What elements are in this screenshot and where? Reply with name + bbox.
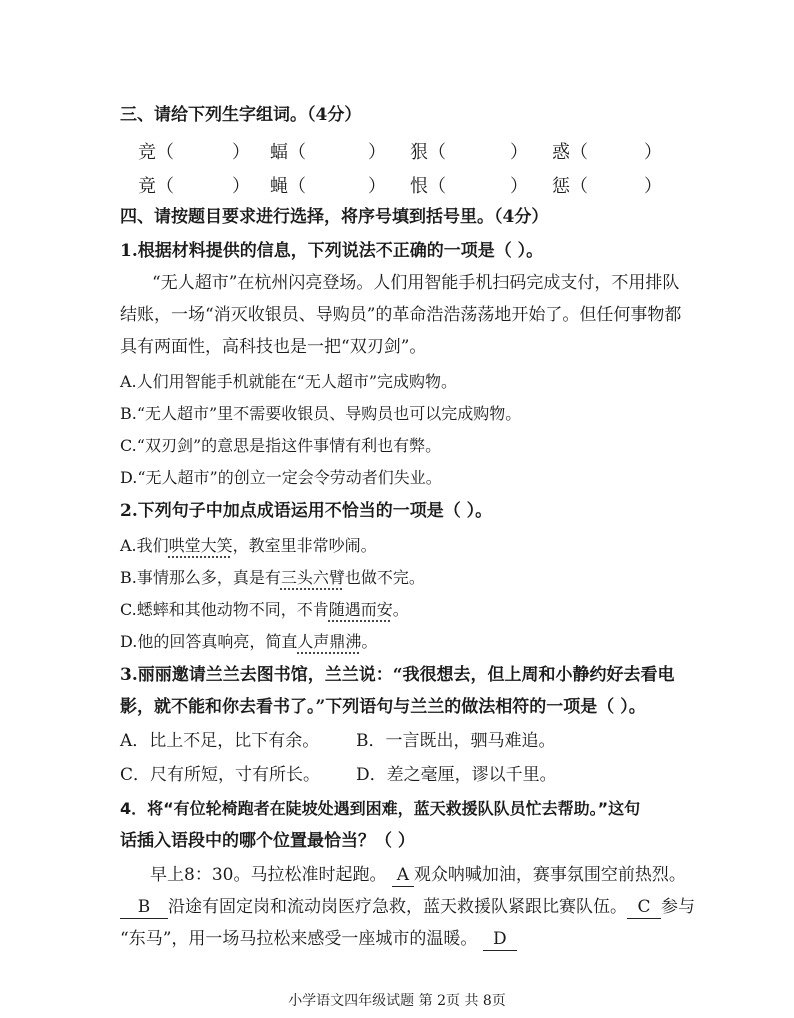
q4-stem-line-1: 4．将“有位轮椅跑者在陡坡处遇到困难，蓝天救援队队员忙去帮助。”这句: [120, 799, 641, 818]
section3-title: 三、请给下列生字组词。（4分）: [120, 105, 362, 125]
word-4-close: ）: [644, 142, 662, 163]
q4-p1a: 早上8：30。马拉松准时起跑。: [150, 865, 387, 885]
q3-stem-line-1: 3.丽丽邀请兰兰去图书馆，兰兰说：“我很想去，但上周和小静约好去看电: [120, 665, 675, 685]
q2-a-post: ，教室里非常吵闹。: [232, 536, 377, 555]
word-1-open: 竞（: [138, 142, 174, 163]
q2-option-b: [120, 567, 425, 589]
q2-b-idiom: 三头六臂: [280, 568, 345, 587]
q2-option-d: [120, 631, 377, 653]
q4-mark-a: A: [392, 864, 414, 887]
q2-c-idiom: 随遇而安: [328, 600, 393, 619]
q4-mark-c: C: [627, 896, 661, 919]
q2-stem: 2.下列句子中加点成语运用不恰当的一项是（ ）。: [120, 501, 493, 521]
word-7-open: 恨（: [410, 176, 446, 197]
word-5-close: ）: [232, 176, 250, 197]
word-8-close: ）: [644, 176, 662, 197]
q2-c-post: 。: [392, 600, 409, 619]
q4-paragraph-line-2: [120, 896, 695, 919]
q2-d-post: 。: [361, 632, 378, 651]
q1-passage-line-3: 具有两面性，高科技也是一把“双刃剑”。: [120, 337, 427, 357]
q1-stem: 1.根据材料提供的信息，下列说法不正确的一项是（ ）。: [120, 241, 544, 261]
word-8-open: 惩（: [552, 176, 588, 197]
q3-stem-line-2: 影，就不能和你去看书了。”下列语句与兰兰的做法相符的一项是（ ）。: [120, 697, 646, 717]
q3-option-d: D．差之毫厘，谬以千里。: [356, 765, 557, 785]
section4-title: 四、请按题目要求进行选择，将序号填到括号里。（4分）: [120, 207, 549, 227]
q2-b-pre: B.事情那么多，真是有: [120, 568, 281, 587]
q1-passage-line-1: “无人超市”在杭州闪亮登场。人们用智能手机扫码完成支付，不用排队: [152, 273, 680, 293]
q4-p2a: 沿途有固定岗和流动岗医疗急救，蓝天救援队紧跟比赛队伍。: [168, 897, 627, 917]
word-6-open: 蝇（: [270, 176, 306, 197]
q3-option-a: A．比上不足，比下有余。: [120, 731, 320, 751]
q1-option-d: D.“无人超市”的创立一定会令劳动者们失业。: [120, 468, 442, 487]
q2-c-pre: C.蟋蟀和其他动物不同，不肯: [120, 600, 329, 619]
q3-option-c: C．尺有所短，寸有所长。: [120, 765, 321, 785]
q2-option-a: [120, 535, 377, 557]
q1-option-b: B.“无人超市”里不需要收银员、导购员也可以完成购物。: [120, 404, 522, 423]
word-7-close: ）: [510, 176, 528, 197]
word-3-close: ）: [510, 142, 528, 163]
q4-mark-d: D: [483, 928, 517, 951]
word-2-open: 蝠（: [270, 142, 306, 163]
q1-option-a: A.人们用智能手机就能在“无人超市”完成购物。: [120, 372, 458, 391]
q4-mark-b: B: [120, 896, 168, 919]
page-footer: 小学语文四年级试题 第 2页 共 8页: [288, 993, 506, 1009]
q4-stem-line-2: 话插入语段中的哪个位置最恰当？（ ）: [120, 831, 415, 851]
q2-d-pre: D.他的回答真响亮，简直: [120, 632, 298, 651]
q2-a-idiom: 哄堂大笑: [168, 536, 233, 555]
word-3-open: 狠（: [410, 142, 446, 163]
q2-option-c: [120, 599, 409, 621]
q4-p2b: 参与: [661, 897, 695, 917]
word-4-open: 惑（: [552, 142, 588, 163]
q1-passage-line-2: 结账，一场“消灭收银员、导购员”的革命浩浩荡荡地开始了。但任何事物都: [120, 305, 682, 325]
q2-b-post: 也做不完。: [344, 568, 425, 587]
q4-p3a: “东马”，用一场马拉松来感受一座城市的温暖。: [120, 929, 478, 949]
q4-paragraph-line-1: [150, 864, 686, 887]
word-1-close: ）: [232, 142, 250, 163]
word-6-close: ）: [368, 176, 386, 197]
q2-d-idiom: 人声鼎沸: [297, 632, 362, 651]
q4-paragraph-line-3: [120, 928, 517, 951]
word-2-close: ）: [368, 142, 386, 163]
q1-option-c: C.“双刃剑”的意思是指这件事情有利也有弊。: [120, 436, 442, 455]
q3-option-b: B．一言既出，驷马难追。: [356, 731, 556, 751]
q4-p1b: 观众呐喊加油，赛事氛围空前热烈。: [413, 865, 686, 885]
word-5-open: 竟（: [138, 176, 174, 197]
q2-a-pre: A.我们: [120, 536, 169, 555]
